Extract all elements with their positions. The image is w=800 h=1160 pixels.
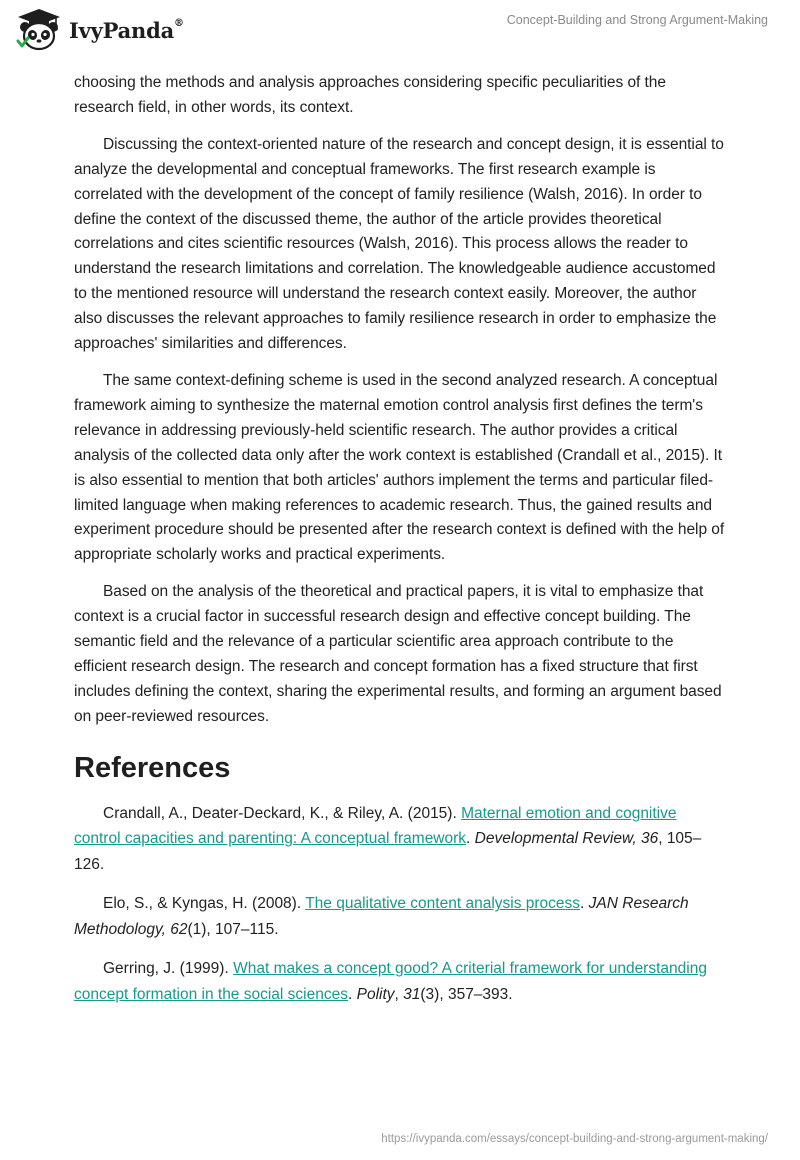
panda-graduate-icon — [15, 8, 63, 52]
reference-journal: Polity — [356, 985, 395, 1003]
reference-journal: JAN Research Methodology, 62 — [74, 895, 689, 938]
reference-pages: (1), 107–115. — [187, 920, 279, 938]
reference-separator: , — [394, 985, 404, 1003]
reference-title-link[interactable]: The qualitative content analysis process — [305, 895, 581, 913]
reference-journal: Developmental Review, 36 — [474, 830, 659, 848]
registered-mark: ® — [174, 17, 184, 29]
reference-punctuation: . — [347, 985, 353, 1003]
essay-body — [74, 71, 726, 1021]
paragraph: Discussing the context-oriented nature of the research and concept design, it is essential to analyze the developmental and conceptual frameworks. The first research example is correlated with the development of the concept of family resilience (Walsh, 2016). In order to define the context of the discussed theme, the author of the article provides theoretical correlations and cites scientific resources (Walsh, 2016). This process allows the reader to understand the research limitations and correlation. The knowledgeable audience accustomed to the mentioned resource will understand the research context easily. Moreover, the author also discusses the relevant approaches to family resilience research in order to emphasize the approaches' similarities and differences. — [74, 135, 724, 353]
reference-title-link[interactable]: What makes a concept good? A criterial framework for understanding concept formation in the social sciences — [74, 960, 707, 1003]
reference-pages: (3), 357–393. — [420, 985, 513, 1003]
reference-title-link[interactable]: Maternal emotion and cognitive control capacities and parenting: A conceptual framework — [74, 804, 677, 848]
paragraph: The same context-defining scheme is used in the second analyzed research. A conceptual framework aiming to synthesize the maternal emotion control analysis first defines the term's relevance in addressing previously-held scientific research. The author provides a critical analysis of the collected data only after the work context is established (Crandall et al., 2015). It is also essential to mention that both articles' authors implement the terms and particular filed-limited language when making references to academic research. Thus, the gained results and experiment procedure should be presented after the research context is defined with the help of appropriate scholarly works and practical experiments. — [74, 371, 725, 564]
paragraph: choosing the methods and analysis approaches considering specific peculiarities of the research field, in other words, its context. — [74, 74, 666, 116]
logo-text: IvyPanda® — [69, 17, 184, 43]
paragraph: Based on the analysis of the theoretical and practical papers, it is vital to emphasize that context is a crucial factor in successful research design and effective concept building. The semantic field and the relevance of a particular scientific area approach contribute to the efficient research design. The research and concept formation has a fixed structure that first includes defining the context, sharing the experimental results, and forming an argument based on peer-reviewed resources. — [74, 583, 722, 725]
document-title: Concept-Building and Strong Argument-Making — [506, 13, 768, 27]
reference-item — [74, 891, 726, 942]
page-header — [0, 0, 800, 62]
references-heading: References — [74, 751, 231, 784]
reference-item — [74, 801, 726, 878]
reference-item — [74, 956, 726, 1007]
reference-volume: 31 — [403, 985, 421, 1003]
source-url[interactable]: https://ivypanda.com/essays/concept-building-and-strong-argument-making/ — [381, 1133, 768, 1145]
reference-authors: Crandall, A., Deater-Deckard, K., & Riley, A. (2015). — [103, 804, 457, 822]
reference-punctuation: . — [580, 895, 585, 913]
reference-pages: , 105–126. — [74, 830, 702, 873]
reference-punctuation: . — [466, 830, 471, 848]
reference-authors: Elo, S., & Kyngas, H. (2008). — [103, 895, 302, 913]
reference-authors: Gerring, J. (1999). — [103, 960, 229, 978]
site-logo[interactable] — [15, 8, 184, 52]
